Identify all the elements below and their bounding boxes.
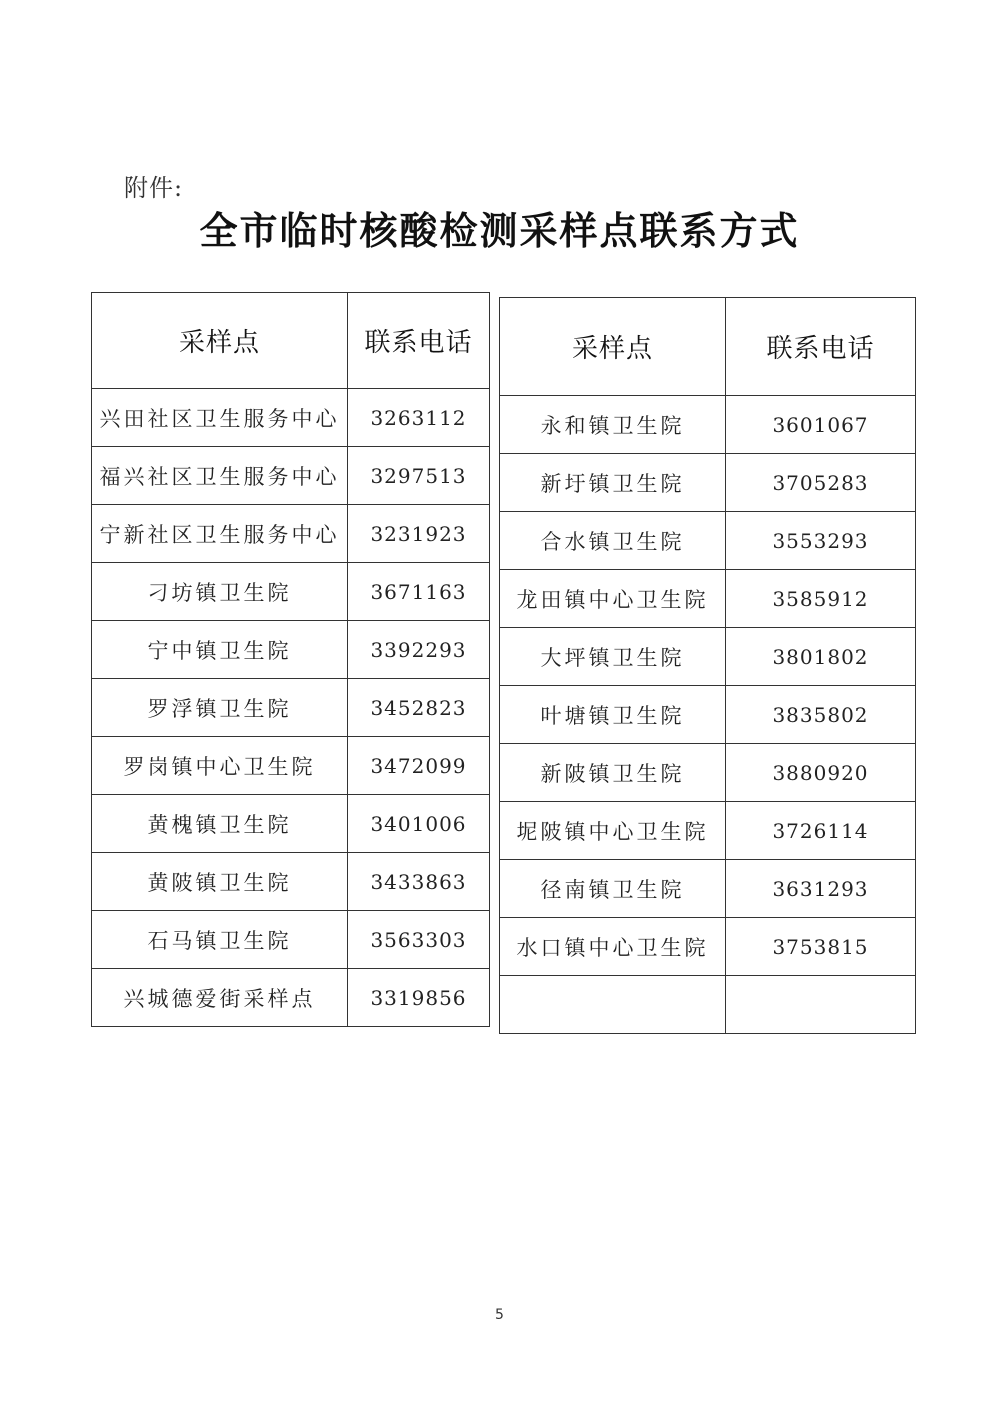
table-row [500, 628, 916, 686]
site-name-cell: 罗浮镇卫生院 [92, 679, 348, 737]
phone-cell: 3601067 [726, 396, 916, 454]
left-contact-table [91, 292, 490, 1027]
phone-cell: 3392293 [348, 621, 490, 679]
phone-cell: 3726114 [726, 802, 916, 860]
table-row [92, 389, 490, 447]
table-row [500, 454, 916, 512]
site-name-cell: 宁中镇卫生院 [92, 621, 348, 679]
site-name-cell: 新陂镇卫生院 [500, 744, 726, 802]
table-header-row [500, 298, 916, 396]
phone-cell: 3297513 [348, 447, 490, 505]
site-name-cell: 叶塘镇卫生院 [500, 686, 726, 744]
table-row [500, 802, 916, 860]
phone-cell: 3452823 [348, 679, 490, 737]
table-row [500, 686, 916, 744]
site-name-cell: 石马镇卫生院 [92, 911, 348, 969]
phone-cell: 3263112 [348, 389, 490, 447]
table-row [500, 918, 916, 976]
site-name-cell: 永和镇卫生院 [500, 396, 726, 454]
table-row [500, 976, 916, 1034]
phone-cell: 3319856 [348, 969, 490, 1027]
table-row [92, 911, 490, 969]
phone-cell: 3401006 [348, 795, 490, 853]
site-name-cell: 黄陂镇卫生院 [92, 853, 348, 911]
site-name-cell: 罗岗镇中心卫生院 [92, 737, 348, 795]
header-phone: 联系电话 [348, 293, 490, 389]
phone-cell: 3705283 [726, 454, 916, 512]
table-row [92, 563, 490, 621]
table-row [92, 969, 490, 1027]
site-name-cell: 兴城德爱街采样点 [92, 969, 348, 1027]
phone-cell: 3472099 [348, 737, 490, 795]
right-contact-table [499, 297, 916, 1034]
phone-cell: 3880920 [726, 744, 916, 802]
header-site: 采样点 [92, 293, 348, 389]
site-name-cell: 水口镇中心卫生院 [500, 918, 726, 976]
table-row [92, 679, 490, 737]
site-name-cell: 合水镇卫生院 [500, 512, 726, 570]
table-row [92, 795, 490, 853]
table-row [500, 860, 916, 918]
phone-cell: 3585912 [726, 570, 916, 628]
phone-cell: 3631293 [726, 860, 916, 918]
table-row [92, 853, 490, 911]
table-row [500, 396, 916, 454]
site-name-cell: 黄槐镇卫生院 [92, 795, 348, 853]
phone-cell: 3753815 [726, 918, 916, 976]
header-phone: 联系电话 [726, 298, 916, 396]
phone-cell: 3801802 [726, 628, 916, 686]
site-name-cell: 龙田镇中心卫生院 [500, 570, 726, 628]
page-number: 5 [495, 1307, 504, 1323]
table-row [92, 621, 490, 679]
table-row [92, 505, 490, 563]
site-name-cell: 坭陂镇中心卫生院 [500, 802, 726, 860]
phone-cell: 3433863 [348, 853, 490, 911]
phone-cell: 3671163 [348, 563, 490, 621]
table-row [92, 737, 490, 795]
table-row [500, 512, 916, 570]
header-site: 采样点 [500, 298, 726, 396]
phone-cell: 3231923 [348, 505, 490, 563]
attachment-label: 附件: [124, 174, 184, 202]
site-name-cell: 新圩镇卫生院 [500, 454, 726, 512]
site-name-cell: 径南镇卫生院 [500, 860, 726, 918]
phone-cell: 3553293 [726, 512, 916, 570]
phone-cell: 3563303 [348, 911, 490, 969]
site-name-cell: 大坪镇卫生院 [500, 628, 726, 686]
table-row [500, 744, 916, 802]
page-title: 全市临时核酸检测采样点联系方式 [199, 208, 800, 253]
site-name-cell: 刁坊镇卫生院 [92, 563, 348, 621]
phone-cell: 3835802 [726, 686, 916, 744]
table-header-row [92, 293, 490, 389]
site-name-cell: 福兴社区卫生服务中心 [92, 447, 348, 505]
site-name-cell: 宁新社区卫生服务中心 [92, 505, 348, 563]
site-name-cell: 兴田社区卫生服务中心 [92, 389, 348, 447]
table-row [500, 570, 916, 628]
phone-cell [726, 976, 916, 1034]
table-row [92, 447, 490, 505]
site-name-cell [500, 976, 726, 1034]
